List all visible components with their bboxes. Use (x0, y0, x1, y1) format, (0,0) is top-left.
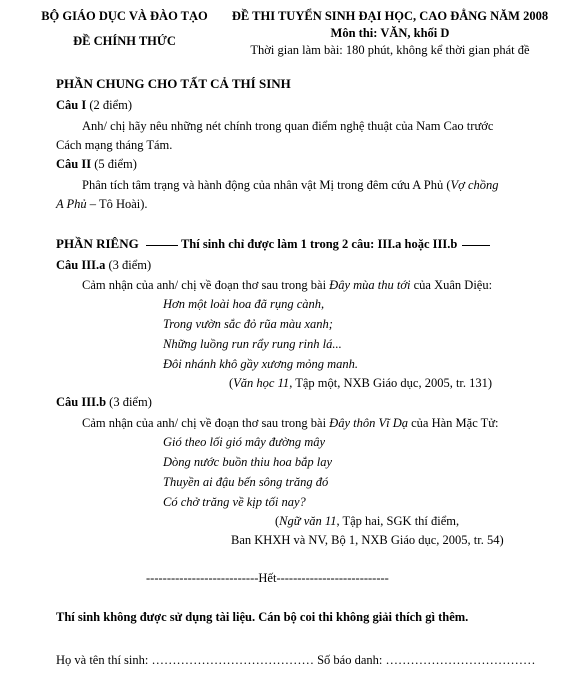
exam-subject: Môn thi: VĂN, khối D (330, 26, 450, 40)
question-1-text-line1: Anh/ chị hãy nêu những nét chính trong quan điểm nghệ thuật của Nam Cao trước (82, 119, 494, 133)
poem-a-source (229, 374, 492, 392)
question-3b-label: Câu III.b (56, 395, 107, 409)
question-1-label: Câu I (56, 98, 87, 112)
question-1-points: (2 điểm) (86, 98, 133, 112)
question-2-text-2b: – Tô Hoài). (86, 197, 148, 211)
separate-section-heading (56, 235, 490, 253)
question-3a-label: Câu III.a (56, 258, 106, 272)
question-2-label: Câu II (56, 157, 92, 171)
poem-a-source-book: Văn học 11 (233, 376, 290, 390)
question-3b-intro (82, 414, 499, 432)
poem-title-day-mua-thu-toi: Đây mùa thu tới (329, 278, 411, 292)
poem-b-source-line2: Ban KHXH và NV, Bộ 1, NXB Giáo dục, 2005, tr. 54) (231, 533, 504, 547)
poem-b-line: Dòng nước buồn thiu hoa bắp lay (163, 455, 333, 469)
poem-b-source-rest: , Tập hai, SGK thí điểm, (336, 514, 460, 528)
question-3b-intro-c: của Hàn Mặc Tử: (407, 416, 499, 430)
poem-a-line: Những luồng run rẩy rung rinh lá... (163, 337, 342, 351)
separate-section-title: PHẦN RIÊNG (56, 236, 139, 251)
question-3a-intro-a: Cảm nhận của anh/ chị về đoạn thơ sau trong bài (82, 278, 330, 292)
exam-instruction: Thí sinh không được sử dụng tài liệu. Cán bộ coi thi không giải thích gì thêm. (56, 610, 469, 624)
poem-a-source-rest: , Tập một, NXB Giáo dục, 2005, tr. 131) (289, 376, 493, 390)
dash-line-left (146, 245, 178, 246)
separate-section-note: Thí sinh chỉ được làm 1 trong 2 câu: III.a hoặc III.b (180, 237, 458, 251)
candidate-info-line: Họ và tên thí sinh: ………………………………… Số báo danh: ……………………………… (56, 653, 536, 667)
question-2-text-line1 (82, 176, 499, 194)
question-3b-heading (56, 393, 152, 411)
work-title-a-phu: A Phủ (56, 197, 87, 211)
poem-b-source-book: Ngữ văn 11 (279, 514, 337, 528)
question-2-points: (5 điểm) (91, 157, 137, 171)
official-label: ĐỀ CHÍNH THỨC (73, 34, 176, 48)
question-3b-intro-a: Cảm nhận của anh/ chị về đoạn thơ sau trong bài (82, 416, 330, 430)
poem-b-line: Thuyền ai đậu bến sông trăng đó (163, 475, 329, 489)
header-left (22, 8, 227, 50)
poem-a-line: Hơn một loài hoa đã rụng cành, (163, 297, 325, 311)
poem-a-line: Trong vườn sắc đỏ rũa màu xanh; (163, 317, 333, 331)
poem-a-source-open: ( (229, 376, 234, 390)
common-section-title: PHẦN CHUNG CHO TẤT CẢ THÍ SINH (56, 76, 291, 91)
question-3a-intro-c: của Xuân Diệu: (410, 278, 493, 292)
question-2-heading (56, 155, 137, 173)
poem-b-source-line1 (275, 512, 459, 530)
question-2-text-1a: Phân tích tâm trạng và hành động của nhân vật Mị trong đêm cứu A Phủ ( (82, 178, 451, 192)
poem-b-source-open: ( (275, 514, 280, 528)
question-3a-intro (82, 276, 492, 294)
poem-title-day-thon-vi-da: Đây thôn Vĩ Dạ (329, 416, 408, 430)
question-3a-heading (56, 256, 151, 274)
poem-a-line: Đôi nhánh khô gầy xương mỏng manh. (163, 357, 359, 371)
poem-b-line: Có chở trăng về kịp tối nay? (163, 495, 306, 509)
ministry-name: BỘ GIÁO DỤC VÀ ĐÀO TẠO (41, 9, 208, 23)
header-right (228, 8, 552, 59)
question-1-heading (56, 96, 132, 114)
question-3a-points: (3 điểm) (105, 258, 152, 272)
exam-title: ĐỀ THI TUYỂN SINH ĐẠI HỌC, CAO ĐẲNG NĂM 2008 (231, 9, 549, 23)
question-3b-points: (3 điểm) (106, 395, 152, 409)
dash-line-right (462, 245, 490, 246)
work-title-vo-chong: Vợ chồng (450, 178, 499, 192)
poem-b-line: Gió theo lối gió mây đường mây (163, 435, 326, 449)
exam-duration: Thời gian làm bài: 180 phút, không kể thời gian phát đề (250, 43, 530, 57)
question-2-text-line2 (56, 195, 148, 213)
end-marker: ---------------------------Hết--------------------------- (146, 571, 389, 585)
question-1-text-line2: Cách mạng tháng Tám. (56, 138, 173, 152)
